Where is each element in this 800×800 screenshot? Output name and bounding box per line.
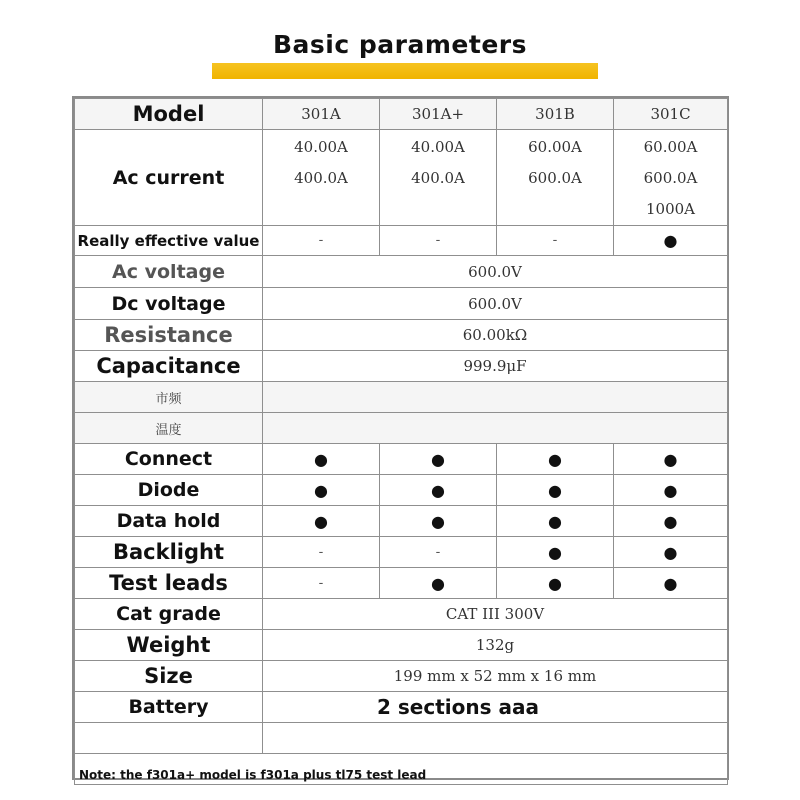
table-row — [75, 475, 728, 506]
connect-label: Connect — [75, 444, 263, 475]
table-row — [75, 537, 728, 568]
table-row — [75, 723, 728, 754]
model-301b: 301B — [497, 99, 614, 130]
table-row — [75, 413, 728, 444]
size-label: Size — [75, 661, 263, 692]
weight-label: Weight — [75, 630, 263, 661]
empty-cell — [75, 723, 263, 754]
test-leads-label: Test leads — [75, 568, 263, 599]
dc-voltage-label: Dc voltage — [75, 288, 263, 320]
test-leads-301a-plus: ● — [380, 568, 497, 599]
data-hold-301b: ● — [497, 506, 614, 537]
ac-current-301b: 60.00A 600.0A — [497, 130, 614, 226]
diode-301b: ● — [497, 475, 614, 506]
table-row — [75, 288, 728, 320]
empty-cell — [263, 723, 728, 754]
diode-label: Diode — [75, 475, 263, 506]
data-hold-301a: ● — [263, 506, 380, 537]
really-effective-301a: - — [263, 226, 380, 256]
battery-label: Battery — [75, 692, 263, 723]
temperature-label: 温度 — [75, 413, 263, 444]
table-row — [75, 599, 728, 630]
backlight-301a-plus: - — [380, 537, 497, 568]
parameters-table — [72, 96, 729, 780]
test-leads-301b: ● — [497, 568, 614, 599]
page-title: Basic parameters — [273, 30, 527, 59]
ac-current-label: Ac current — [75, 130, 263, 226]
table-row — [75, 130, 728, 226]
diode-301a: ● — [263, 475, 380, 506]
ac-current-301a: 40.00A 400.0A — [263, 130, 380, 226]
connect-301a: ● — [263, 444, 380, 475]
table-row — [75, 754, 728, 785]
weight-value: 132g — [263, 630, 728, 661]
table-row — [75, 320, 728, 351]
backlight-301a: - — [263, 537, 380, 568]
title-underline-bar — [212, 63, 598, 79]
battery-value: 2 sections aaa — [263, 692, 728, 723]
really-effective-301c: ● — [614, 226, 728, 256]
ac-current-301c: 60.00A 600.0A 1000A — [614, 130, 728, 226]
size-value: 199 mm x 52 mm x 16 mm — [263, 661, 728, 692]
test-leads-301a: - — [263, 568, 380, 599]
data-hold-label: Data hold — [75, 506, 263, 537]
really-effective-label: Really effective value — [75, 226, 263, 256]
ac-current-301a-plus: 40.00A 400.0A — [380, 130, 497, 226]
model-301a: 301A — [263, 99, 380, 130]
test-leads-301c: ● — [614, 568, 728, 599]
connect-301b: ● — [497, 444, 614, 475]
table-row — [75, 256, 728, 288]
cat-grade-value: CAT III 300V — [263, 599, 728, 630]
backlight-301c: ● — [614, 537, 728, 568]
frequency-value — [263, 382, 728, 413]
cat-grade-label: Cat grade — [75, 599, 263, 630]
capacitance-value: 999.9μF — [263, 351, 728, 382]
connect-301c: ● — [614, 444, 728, 475]
note-text: Note: the f301a+ model is f301a plus tl75 test lead — [75, 754, 728, 785]
diode-301c: ● — [614, 475, 728, 506]
table-row — [75, 568, 728, 599]
ac-voltage-label: Ac voltage — [75, 256, 263, 288]
capacitance-label: Capacitance — [75, 351, 263, 382]
table-row — [75, 506, 728, 537]
table-row — [75, 99, 728, 130]
table-row — [75, 226, 728, 256]
table-row — [75, 351, 728, 382]
table-row — [75, 630, 728, 661]
frequency-label: 市频 — [75, 382, 263, 413]
table-row — [75, 661, 728, 692]
really-effective-301b: - — [497, 226, 614, 256]
model-301a-plus: 301A+ — [380, 99, 497, 130]
model-301c: 301C — [614, 99, 728, 130]
diode-301a-plus: ● — [380, 475, 497, 506]
data-hold-301c: ● — [614, 506, 728, 537]
dc-voltage-value: 600.0V — [263, 288, 728, 320]
model-header: Model — [75, 99, 263, 130]
table-row — [75, 692, 728, 723]
data-hold-301a-plus: ● — [380, 506, 497, 537]
backlight-301b: ● — [497, 537, 614, 568]
really-effective-301a-plus: - — [380, 226, 497, 256]
table-row — [75, 444, 728, 475]
backlight-label: Backlight — [75, 537, 263, 568]
resistance-value: 60.00kΩ — [263, 320, 728, 351]
ac-voltage-value: 600.0V — [263, 256, 728, 288]
temperature-value — [263, 413, 728, 444]
connect-301a-plus: ● — [380, 444, 497, 475]
resistance-label: Resistance — [75, 320, 263, 351]
table-row — [75, 382, 728, 413]
